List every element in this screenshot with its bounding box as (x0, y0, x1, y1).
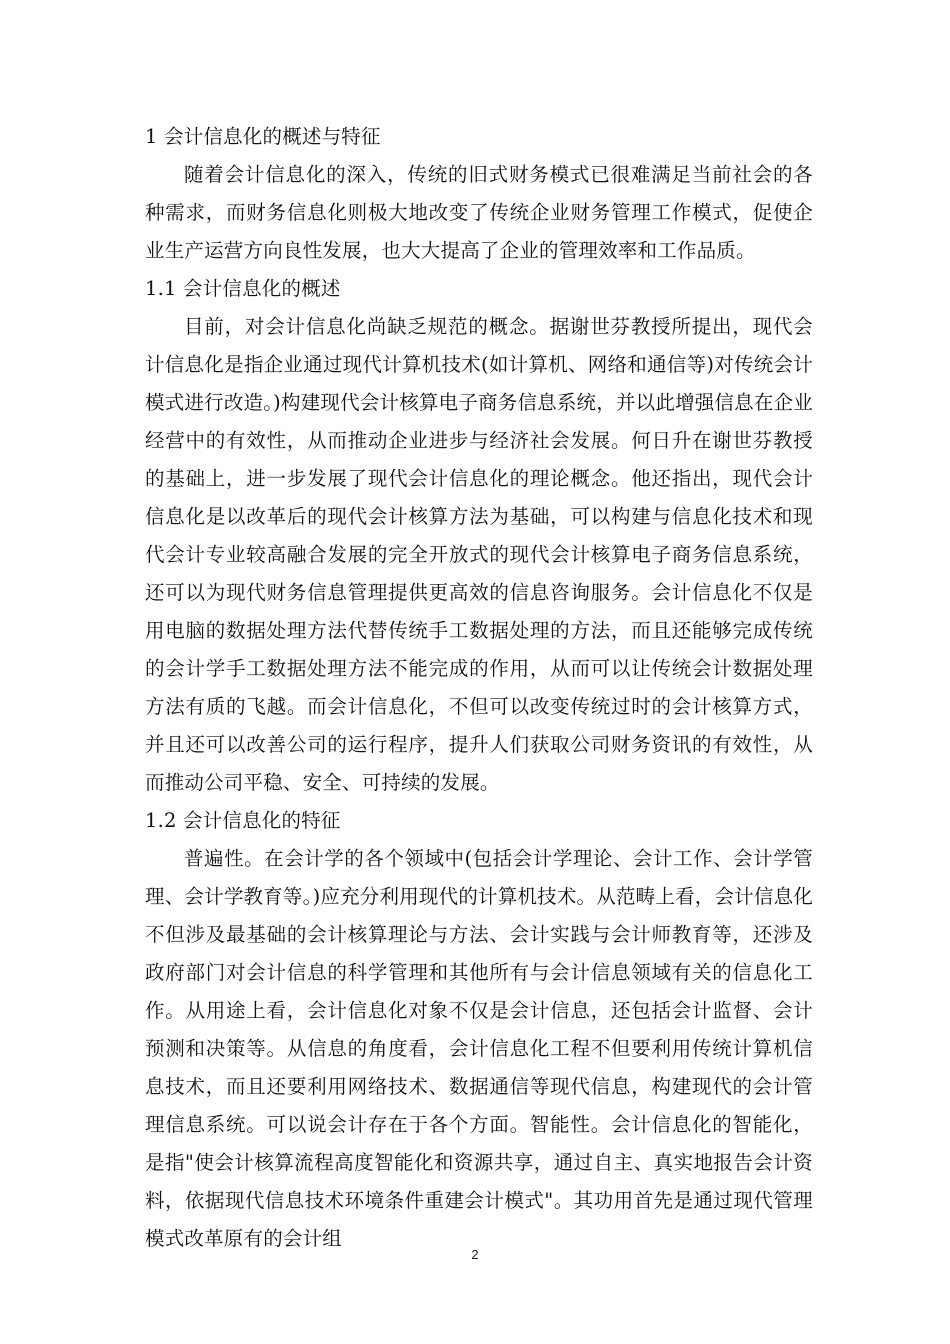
subsection-heading: 1.2 会计信息化的特征 (145, 809, 341, 832)
document-body (145, 118, 813, 1258)
body-paragraph: 目前，对会计信息化尚缺乏规范的概念。据谢世芬教授所提出，现代会计信息化是指企业通过现代计算机技术(如计算机、网络和通信等)对传统会计模式进行改造。)构建现代会计核算电子商务信息系统，并以此增强信息在企业经营中的有效性，从而推动企业进步与经济社会发展。何日升在谢世芬教授的基础上，进一步发展了现代会计信息化的理论概念。他还指出，现代会计信息化是以改革后的现代会计核算方法为基础，可以构建与信息化技术和现代会计专业较高融合发展的完全开放式的现代会计核算电子商务信息系统，还可以为现代财务信息管理提供更高效的信息咨询服务。会计信息化不仅是用电脑的数据处理方法代替传统手工数据处理的方法，而且还能够完成传统的会计学手工数据处理方法不能完成的作用，从而可以让传统会计数据处理方法有质的飞越。而会计信息化，不但可以改变传统过时的会计核算方式，并且还可以改善公司的运行程序，提升人们获取公司财务资讯的有效性，从而推动公司平稳、安全、可持续的发展。 (145, 315, 813, 794)
subsection-heading: 1.1 会计信息化的概述 (145, 277, 341, 300)
page-number: 2 (471, 1247, 479, 1262)
body-paragraph: 普遍性。在会计学的各个领域中(包括会计学理论、会计工作、会计学管理、会计学教育等。)应充分利用现代的计算机技术。从范畴上看，会计信息化不但涉及最基础的会计核算理论与方法、会计实践与会计师教育等，还涉及政府部门对会计信息的科学管理和其他所有与会计信息领域有关的信息化工作。从用途上看，会计信息化对象不仅是会计信息，还包括会计监督、会计预测和决策等。从信息的角度看，会计信息化工程不但要利用传统计算机信息技术，而且还要利用网络技术、数据通信等现代信息，构建现代的会计管理信息系统。可以说会计存在于各个方面。智能性。会计信息化的智能化，是指"使会计核算流程高度智能化和资源共享，通过自主、真实地报告会计资料，依据现代信息技术环境条件重建会计模式"。其功用首先是通过现代管理模式改革原有的会计组 (145, 847, 813, 1250)
section-heading: 1 会计信息化的概述与特征 (145, 125, 381, 148)
body-paragraph: 随着会计信息化的深入，传统的旧式财务模式已很难满足当前社会的各种需求，而财务信息化则极大地改变了传统企业财务管理工作模式，促使企业生产运营方向良性发展，也大大提高了企业的管理效率和工作品质。 (145, 163, 813, 262)
